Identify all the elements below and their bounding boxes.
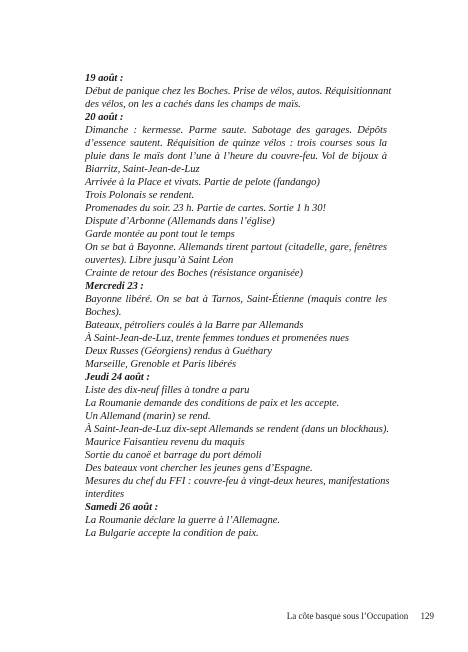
diary-line: ouvertes). Libre jusqu’à Saint Léon bbox=[85, 255, 234, 266]
diary-line: Biarritz, Saint-Jean-de-Luz bbox=[85, 164, 200, 175]
date-heading: 19 août : bbox=[85, 73, 124, 84]
diary-line: Sortie du canoë et barrage du port démoli bbox=[85, 450, 262, 461]
date-heading: Jeudi 24 août : bbox=[85, 372, 150, 383]
diary-line: Marseille, Grenoble et Paris libérés bbox=[85, 359, 237, 370]
diary-line: Début de panique chez les Boches. Prise de vélos, autos. Réquisitionnant bbox=[85, 86, 392, 97]
diary-line: On se bat à Bayonne. Allemands tirent partout (citadelle, gare, fenêtres bbox=[85, 242, 387, 253]
diary-line: Des bateaux vont chercher les jeunes gens d’Espagne. bbox=[85, 463, 313, 474]
diary-line: Crainte de retour des Boches (résistance organisée) bbox=[85, 268, 303, 279]
diary-line: Mesures du chef du FFI : couvre-feu à vingt-deux heures, manifestations bbox=[85, 476, 390, 487]
diary-line: Bayonne libéré. On se bat à Tarnos, Saint-Étienne (maquis contre les bbox=[85, 294, 387, 305]
date-heading: 20 août : bbox=[85, 112, 124, 123]
diary-line: Dispute d’Arbonne (Allemands dans l’église) bbox=[85, 216, 275, 227]
diary-line: La Roumanie demande des conditions de paix et les accepte. bbox=[85, 398, 340, 409]
diary-line: Promenades du soir. 23 h. Partie de cartes. Sortie 1 h 30! bbox=[85, 203, 326, 214]
diary-line: Maurice Faisantieu revenu du maquis bbox=[85, 437, 245, 448]
date-heading: Samedi 26 août : bbox=[85, 502, 159, 513]
diary-line: Liste des dix-neuf filles à tondre a paru bbox=[85, 385, 250, 396]
diary-line: Arrivée à la Place et vivats. Partie de pelote (fandango) bbox=[85, 177, 320, 188]
page-number: 129 bbox=[420, 611, 434, 621]
running-title: La côte basque sous l’Occupation bbox=[286, 611, 409, 621]
diary-line: pluie dans le maïs dont l’une à l’heure du couvre-feu. Vol de bijoux à bbox=[85, 151, 387, 162]
diary-line: Garde montée au pont tout le temps bbox=[85, 229, 235, 240]
diary-line: À Saint-Jean-de-Luz dix-sept Allemands se rendent (dans un blockhaus). bbox=[85, 424, 389, 435]
diary-line: À Saint-Jean-de-Luz, trente femmes tondues et promenées nues bbox=[85, 333, 349, 344]
diary-line: Dimanche : kermesse. Parme saute. Sabotage des garages. Dépôts bbox=[85, 125, 387, 136]
diary-text-block bbox=[85, 72, 392, 540]
date-heading: Mercredi 23 : bbox=[85, 281, 144, 292]
diary-line: d’essence sautent. Réquisition de quinze vélos : trois courses sous la bbox=[85, 138, 387, 149]
diary-line: La Bulgarie accepte la condition de paix. bbox=[85, 528, 259, 539]
diary-line: Un Allemand (marin) se rend. bbox=[85, 411, 211, 422]
diary-line: des vélos, on les a cachés dans les champs de maïs. bbox=[85, 99, 301, 110]
diary-line: Bateaux, pétroliers coulés à la Barre par Allemands bbox=[85, 320, 304, 331]
diary-line: Boches). bbox=[85, 307, 122, 318]
diary-line: La Roumanie déclare la guerre à l’Allemagne. bbox=[85, 515, 281, 526]
diary-line: Deux Russes (Géorgiens) rendus à Guéthary bbox=[85, 346, 272, 357]
diary-line: Trois Polonais se rendent. bbox=[85, 190, 195, 201]
page-footer bbox=[287, 611, 434, 621]
diary-line: interdites bbox=[85, 489, 125, 500]
